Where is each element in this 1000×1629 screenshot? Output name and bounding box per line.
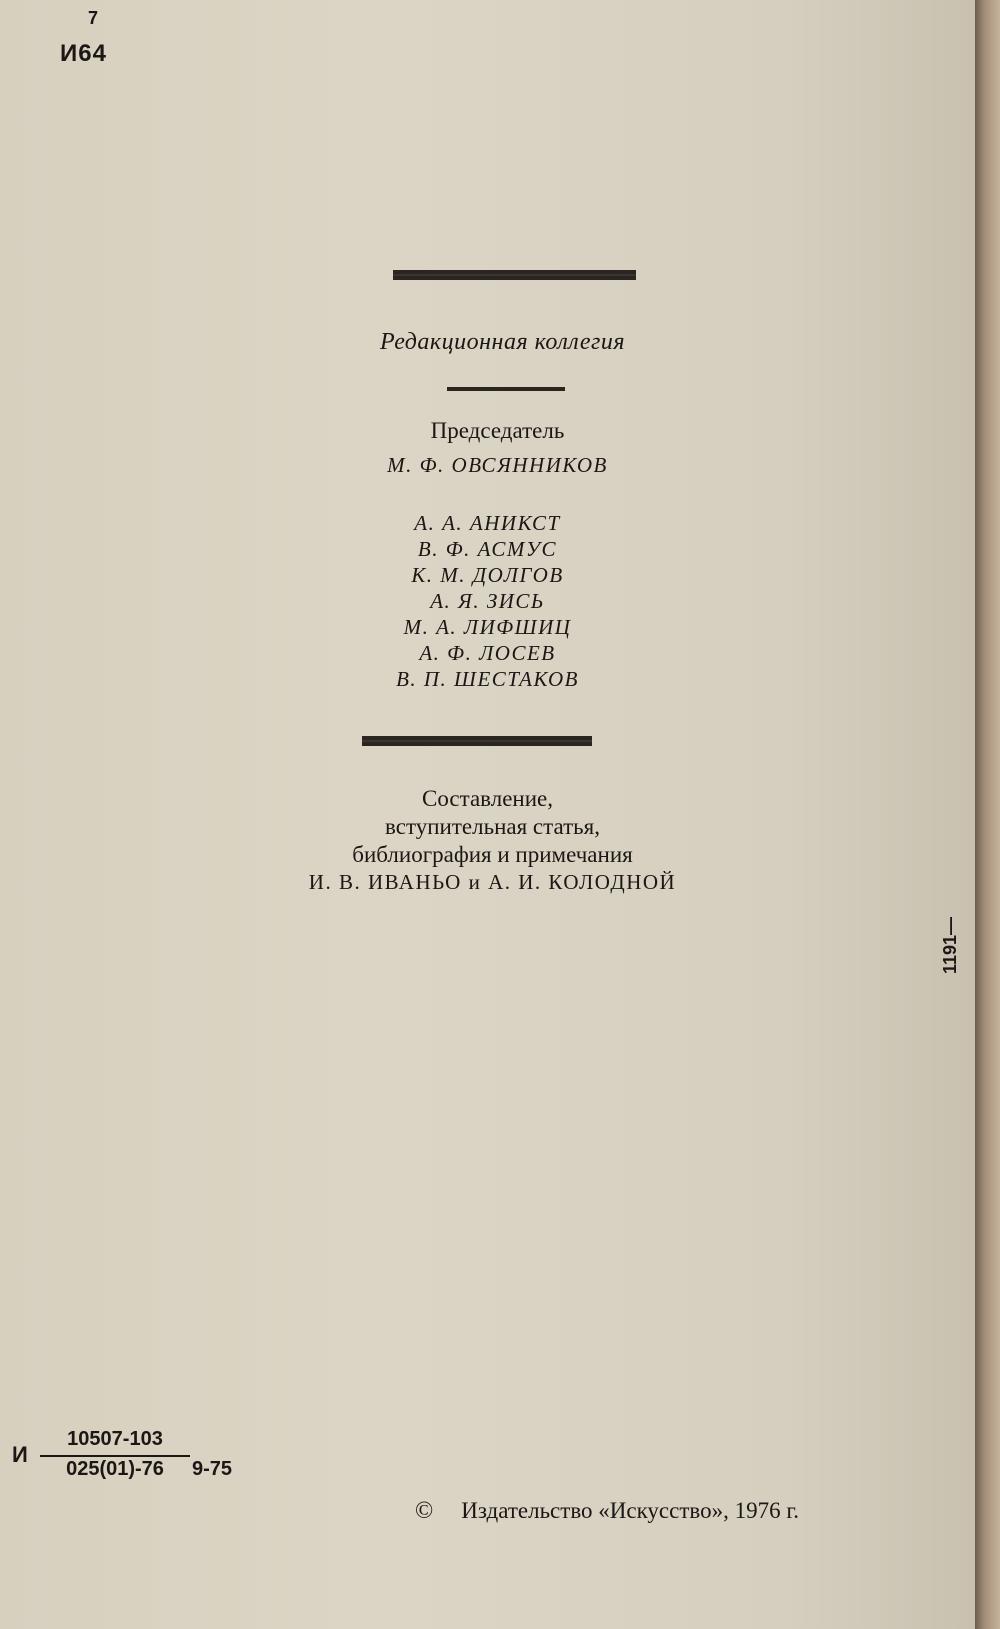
biblio-fraction-line (40, 1455, 190, 1457)
short-rule (447, 387, 565, 391)
copyright-text: Издательство «Искусство», 1976 г. (461, 1498, 799, 1523)
biblio-letter: И (12, 1442, 28, 1467)
board-member: В. Ф. АСМУС (417, 537, 558, 561)
biblio-suffix: 9-75 (192, 1458, 233, 1480)
bibliographic-code (12, 1428, 252, 1488)
board-member: В. П. ШЕСТАКОВ (396, 667, 579, 691)
udk-code: И64 (60, 40, 107, 67)
biblio-denominator: 025(01)-76 (66, 1458, 164, 1480)
side-signature-mark: 1191— (940, 916, 960, 974)
credits-authors: И. В. ИВАНЬО и А. И. КОЛОДНОЙ (308, 870, 677, 894)
udk-number: 7 (88, 8, 99, 28)
board-member: А. Ф. ЛОСЕВ (419, 641, 556, 665)
chairman-label: Председатель (430, 418, 565, 443)
biblio-numerator: 10507-103 (67, 1428, 163, 1450)
credits-line-1: Составление, (422, 786, 553, 811)
bottom-rule (362, 736, 592, 746)
chairman-name: М. Ф. ОВСЯННИКОВ (387, 453, 608, 477)
credits-line-3: библиография и примечания (352, 842, 633, 867)
board-member: К. М. ДОЛГОВ (411, 563, 564, 587)
copyright-line (415, 1498, 799, 1525)
top-rule (393, 270, 636, 280)
copyright-symbol: © (415, 1498, 434, 1524)
board-member: М. А. ЛИФШИЦ (403, 615, 572, 639)
book-spine-edge (975, 0, 1000, 1629)
board-member: А. Я. ЗИСЬ (430, 589, 545, 613)
board-member: А. А. АНИКСТ (414, 511, 561, 535)
board-title: Редакционная коллегия (379, 329, 626, 355)
board-members-list (0, 510, 975, 692)
credits-line-2: вступительная статья, (385, 814, 600, 839)
